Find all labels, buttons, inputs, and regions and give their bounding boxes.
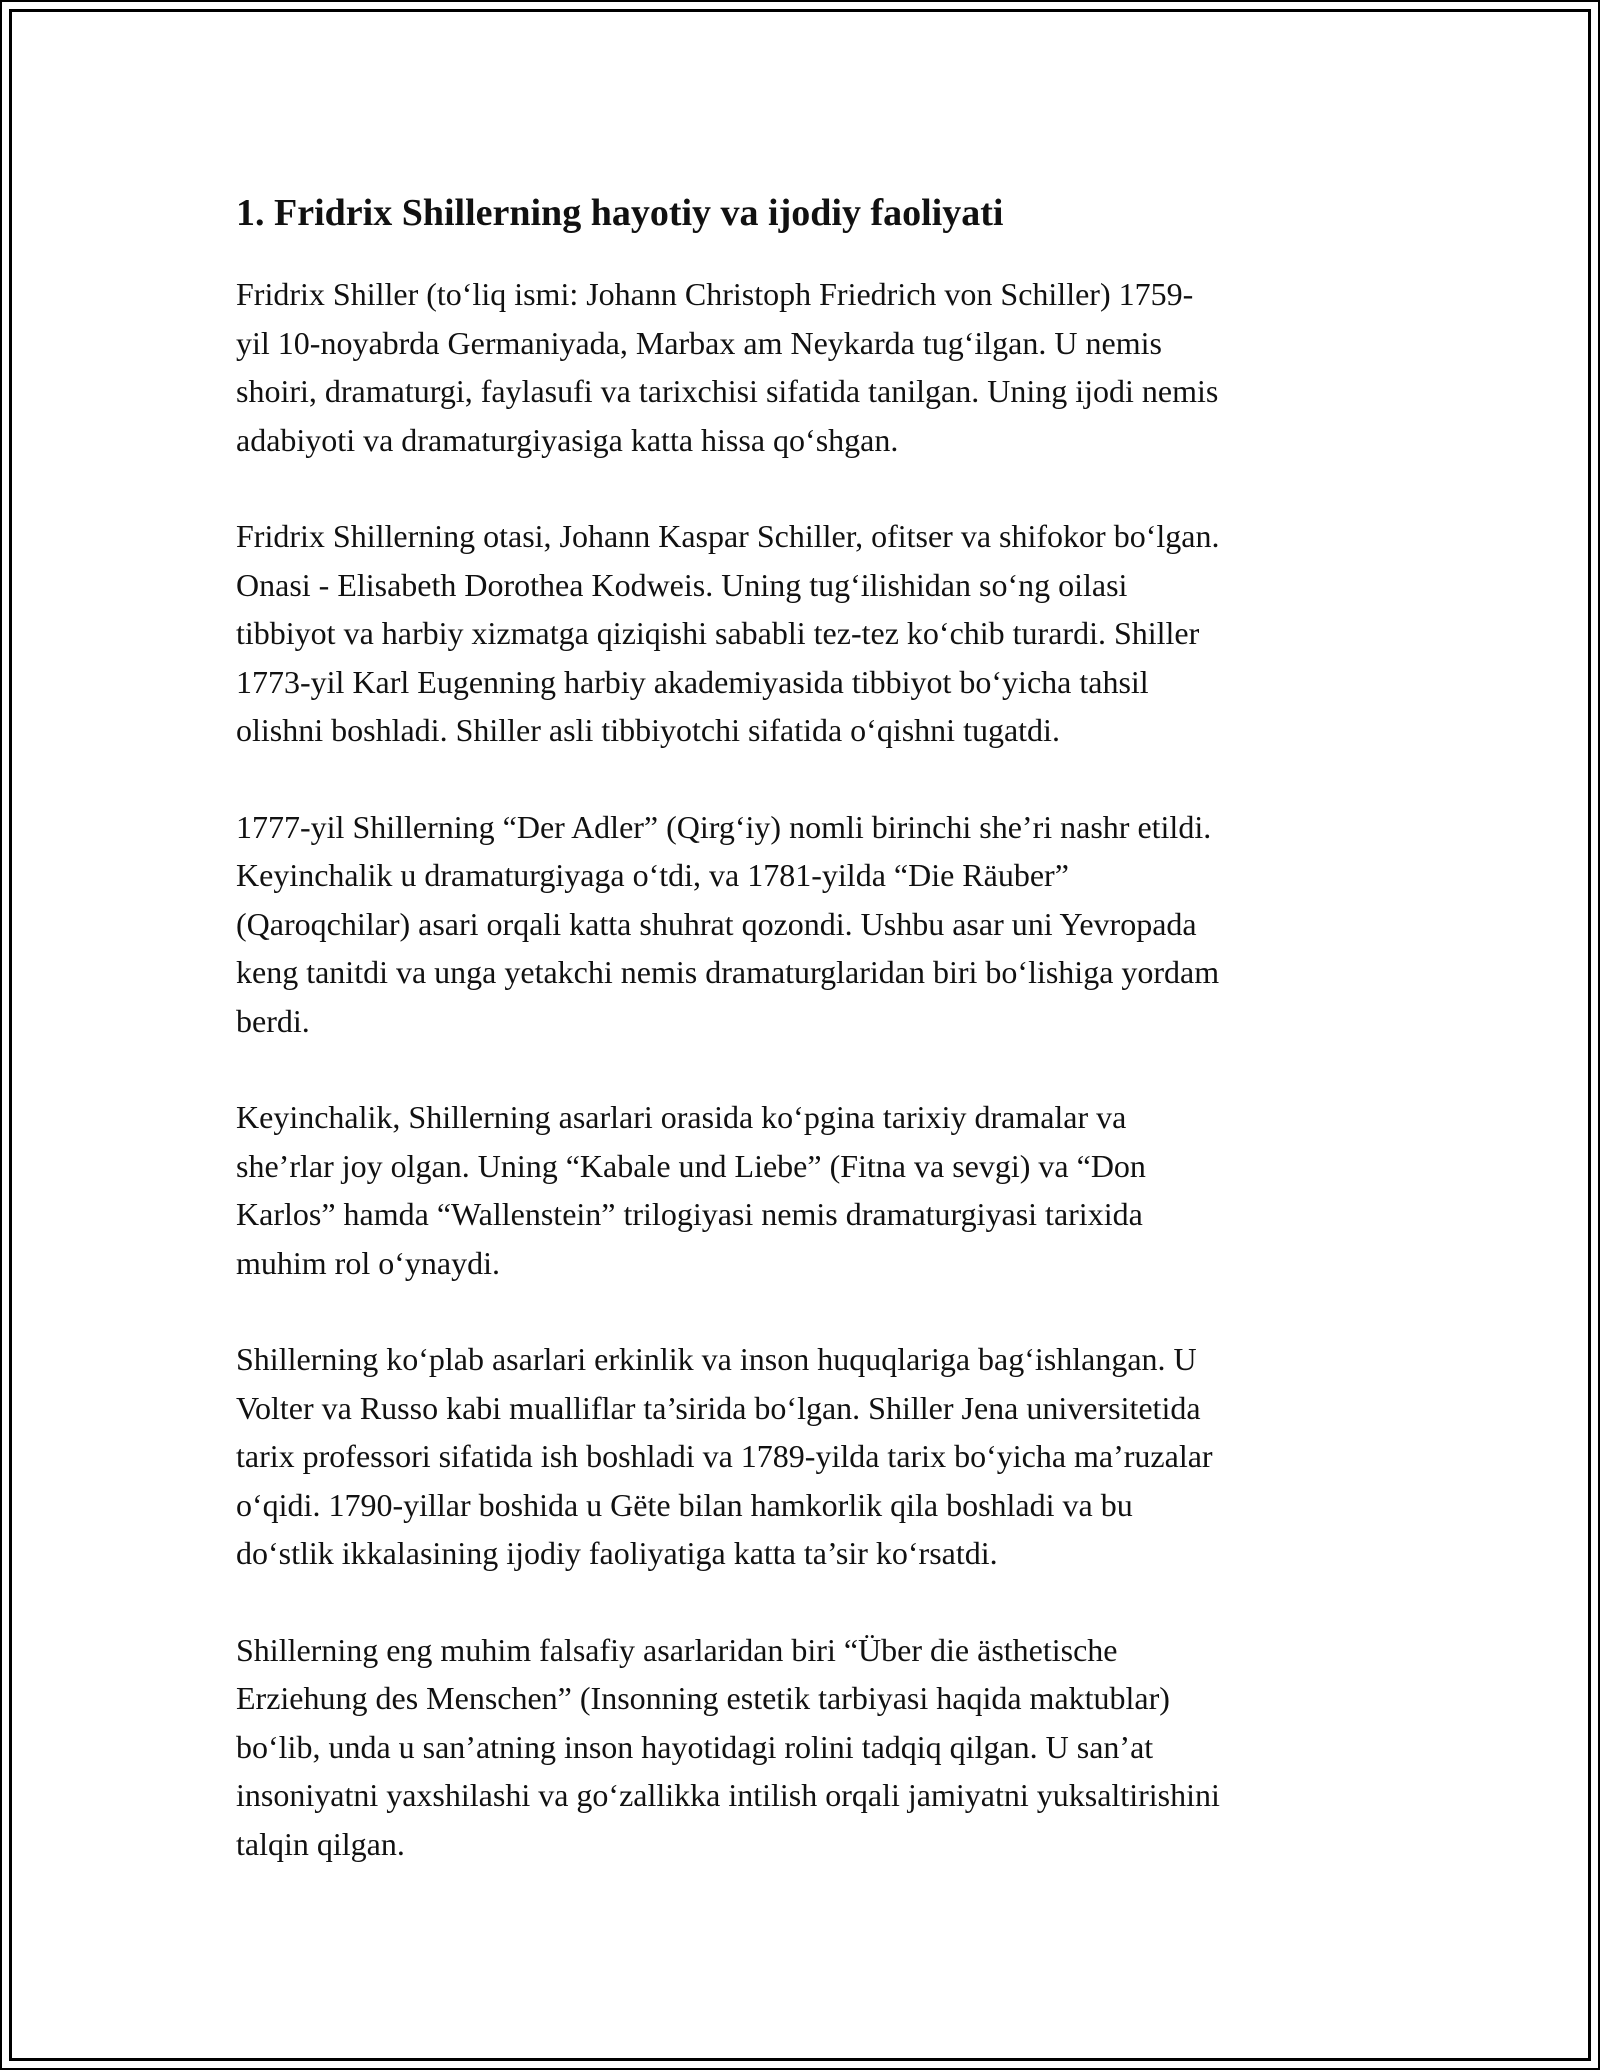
document-body xyxy=(236,186,1371,1916)
paragraph-birth: Fridrix Shiller (to‘liq ismi: Johann Christoph Friedrich von Schiller) 1759- yil 10-noyabrda Germaniyada, Marbax am Neykarda tug‘ilgan. U nemis shoiri, dramaturgi, faylasufi va tarixchisi sifatida tanilgan. Uning ijodi nemis adabiyoti va dramaturgiyasiga katta hissa qo‘shgan. xyxy=(236,276,1219,458)
paragraph-dramas: Keyinchalik, Shillerning asarlari orasida ko‘pgina tarixiy dramalar va she’rlar joy olgan. Uning “Kabale und Liebe” (Fitna va sevgi) va “Don Karlos” hamda “Wallenstein” trilogiyasi nemis dramaturgiyasi tarixida muhim rol o‘ynaydi. xyxy=(236,1099,1146,1281)
paragraph-freedom: Shillerning ko‘plab asarlari erkinlik va inson huquqlariga bag‘ishlangan. U Volter va Russo kabi mualliflar ta’sirida bo‘lgan. Shiller Jena universitetida tarix professori sifatida ish boshladi va 1789-yilda tarix bo‘yicha ma’ruzalar o‘qidi. 1790-yillar boshida u Gëte bilan hamkorlik qila boshladi va bu do‘stlik ikkalasining ijodiy faoliyatiga katta ta’sir ko‘rsatdi. xyxy=(236,1341,1213,1571)
paragraph-early-works: 1777-yil Shillerning “Der Adler” (Qirg‘iy) nomli birinchi she’ri nashr etildi. Keyinchalik u dramaturgiyaga o‘tdi, va 1781-yilda “Die Räuber” (Qaroqchilar) asari orqali katta shuhrat qozondi. Ushbu asar uni Yevropada keng tanitdi va unga yetakchi nemis dramaturglaridan biri bo‘lishiga yordam berdi. xyxy=(236,808,1220,1039)
paragraph-philosophy: Shillerning eng muhim falsafiy asarlaridan biri “Über die ästhetische Erziehung des Menschen” (Insonning estetik tarbiyasi haqida maktublar) bo‘lib, unda u san’atning inson hayotidagi rolini tadqiq qilgan. U san’at insoniyatni yaxshilashi va go‘zallikka intilish orqali jamiyatni yuksaltirishini talqin qilgan. xyxy=(236,1631,1220,1862)
paragraph-family: Fridrix Shillerning otasi, Johann Kaspar Schiller, ofitser va shifokor bo‘lgan. Onasi - Elisabeth Dorothea Kodweis. Uning tug‘ilishidan so‘ng oilasi tibbiyot va harbiy xizmatga qiziqishi sababli tez-tez ko‘chib turardi. Shiller 1773-yil Karl Eugenning harbiy akademiyasida tibbiyot bo‘yicha tahsil olishni boshladi. Shiller asli tibbiyotchi sifatida o‘qishni tugatdi. xyxy=(236,518,1220,748)
document-title: 1. Fridrix Shillerning hayotiy va ijodiy faoliyati xyxy=(236,192,1004,234)
